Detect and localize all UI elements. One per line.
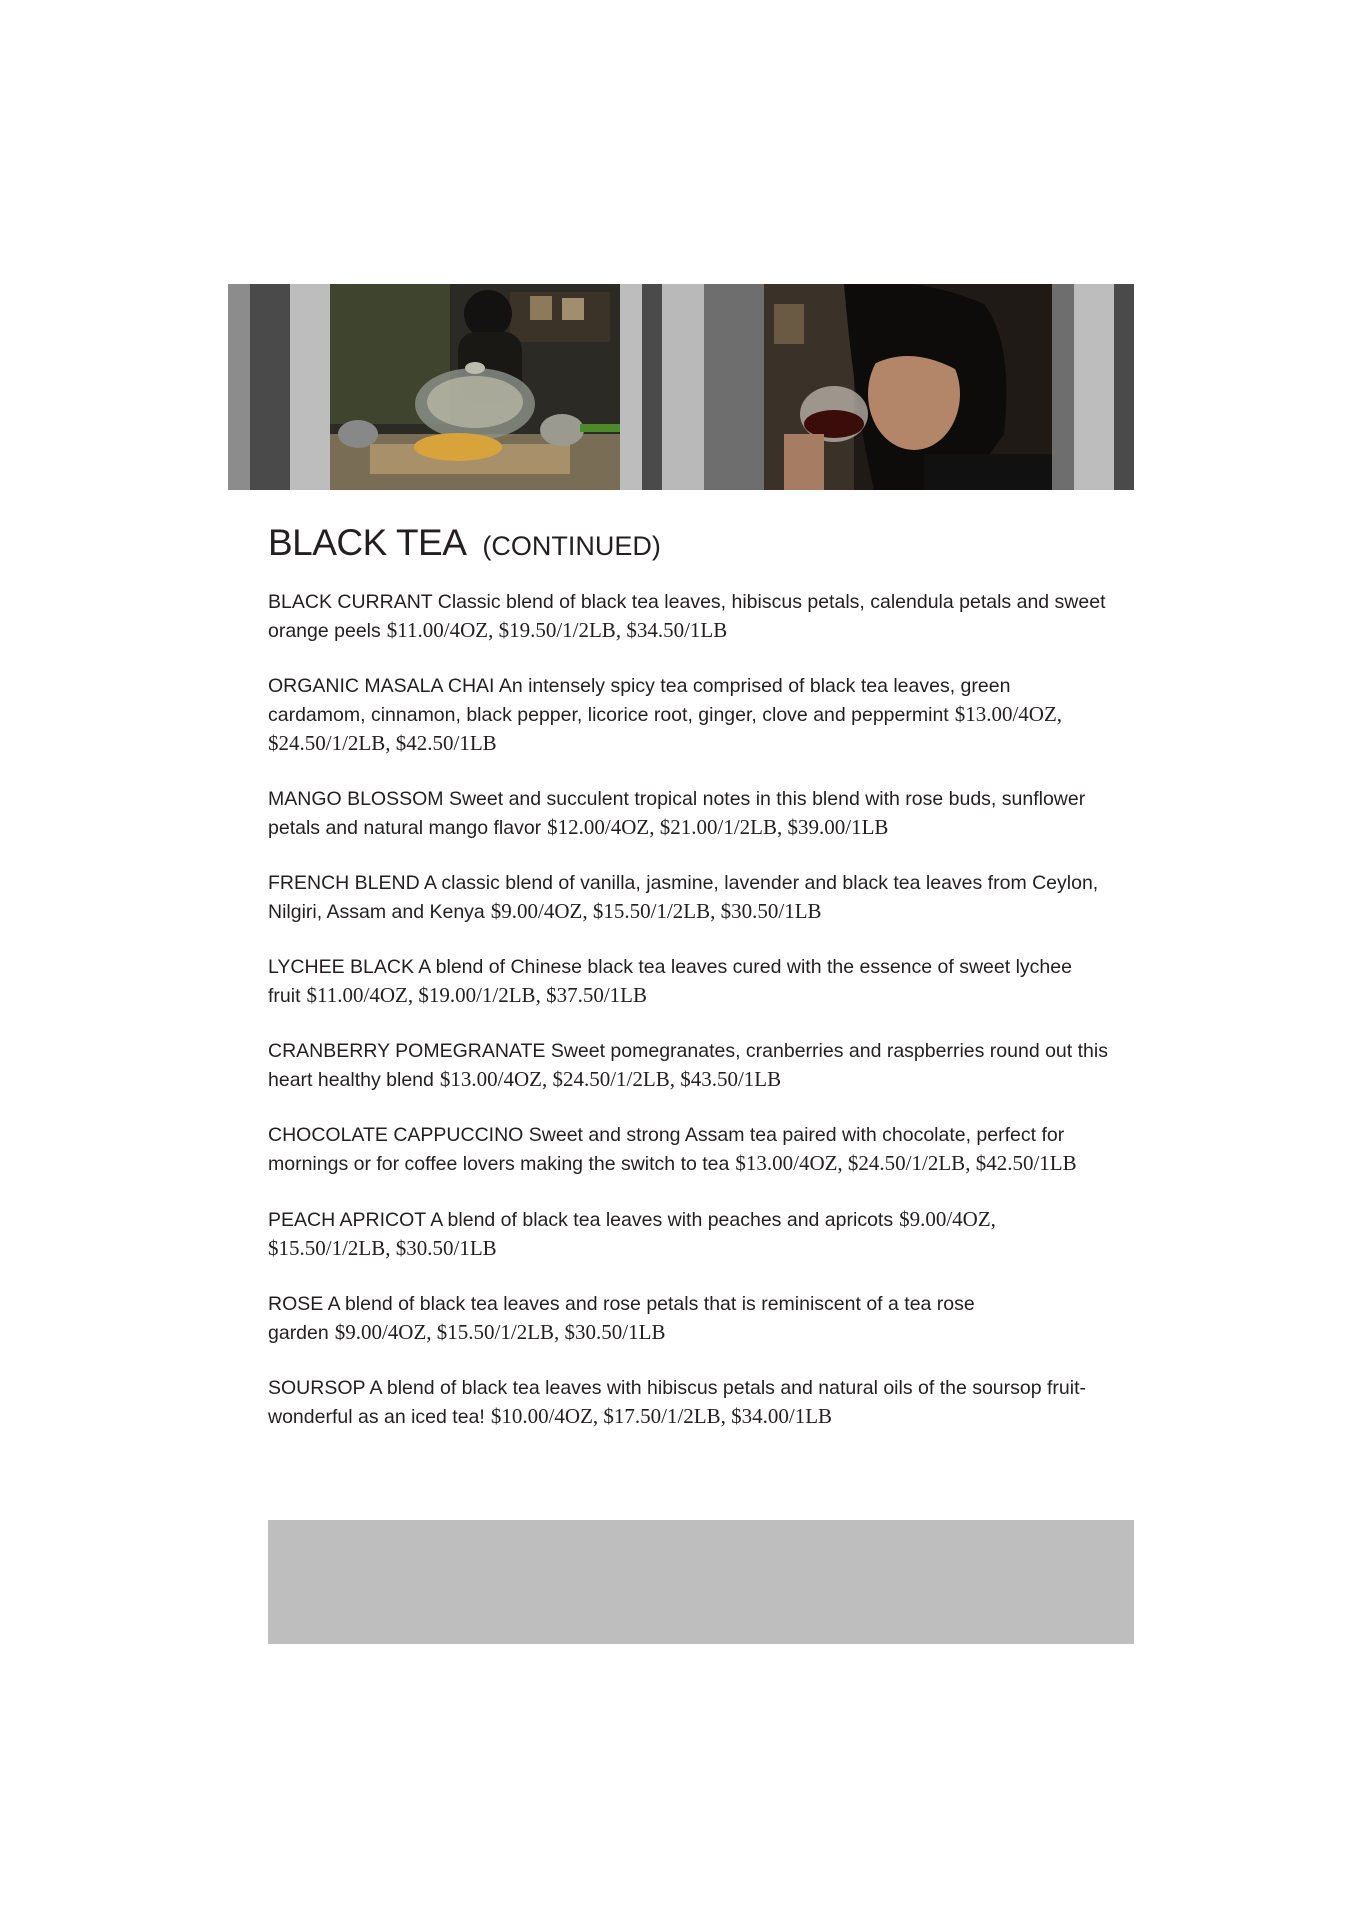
tea-name: CRANBERRY POMEGRANATE <box>268 1040 546 1062</box>
tea-entry <box>268 1205 1108 1263</box>
banner-stripe <box>642 284 662 490</box>
tea-price: $9.00/4OZ, $15.50/1/2LB, $30.50/1LB <box>268 1207 996 1260</box>
tea-price: $9.00/4OZ, $15.50/1/2LB, $30.50/1LB <box>334 1320 666 1344</box>
woman-drinking-tea-icon <box>764 284 1052 490</box>
banner-stripe <box>1074 284 1114 490</box>
tea-list <box>268 588 1108 1458</box>
teapot-table-icon <box>330 284 620 490</box>
tea-name: LYCHEE BLACK <box>268 956 414 978</box>
banner-stripe <box>1114 284 1134 490</box>
teapot-table-photo <box>330 284 620 490</box>
tea-price: $13.00/4OZ, $24.50/1/2LB, $42.50/1LB <box>268 702 1063 755</box>
tea-description: Sweet and strong Assam tea paired with chocolate, perfect for mornings or for coffee lovers making the switch to tea <box>268 1124 1065 1175</box>
tea-description: An intensely spicy tea comprised of black tea leaves, green cardamom, cinnamon, black pepper, licorice root, ginger, clove and peppermint <box>268 675 1011 726</box>
header-banner <box>228 284 1134 490</box>
tea-name: ROSE <box>268 1293 324 1315</box>
tea-name: FRENCH BLEND <box>268 872 420 894</box>
tea-price: $12.00/4OZ, $21.00/1/2LB, $39.00/1LB <box>547 815 889 839</box>
banner-stripe <box>228 284 250 490</box>
tea-name: PEACH APRICOT <box>268 1209 426 1231</box>
tea-price: $10.00/4OZ, $17.50/1/2LB, $34.00/1LB <box>490 1404 833 1428</box>
banner-stripe <box>290 284 330 490</box>
tea-price: $13.00/4OZ, $24.50/1/2LB, $42.50/1LB <box>735 1151 1077 1175</box>
tea-name: BLACK CURRANT <box>268 591 433 613</box>
banner-stripe <box>704 284 764 490</box>
tea-description: Sweet pomegranates, cranberries and raspberries round out this heart healthy blend <box>268 1040 1108 1091</box>
tea-price: $11.00/4OZ, $19.00/1/2LB, $37.50/1LB <box>306 983 647 1007</box>
tea-entry <box>268 869 1108 926</box>
banner-stripe <box>1052 284 1074 490</box>
footer-panel <box>268 1520 1134 1644</box>
tea-entry <box>268 1037 1108 1094</box>
title-main: BLACK TEA <box>268 522 467 563</box>
tea-entry <box>268 1121 1108 1178</box>
tea-name: CHOCOLATE CAPPUCCINO <box>268 1124 524 1146</box>
tea-entry <box>268 785 1108 842</box>
tea-description: A blend of black tea leaves with peaches and apricots <box>430 1209 894 1231</box>
tea-description: A blend of Chinese black tea leaves cured with the essence of sweet lychee fruit <box>268 956 1072 1007</box>
tea-description: Sweet and succulent tropical notes in this blend with rose buds, sunflower petals and natural mango flavor <box>268 788 1086 839</box>
banner-stripe <box>250 284 290 490</box>
tea-entry <box>268 953 1108 1010</box>
tea-description: A classic blend of vanilla, jasmine, lavender and black tea leaves from Ceylon, Nilgiri, Assam and Kenya <box>268 872 1099 923</box>
tea-description: A blend of black tea leaves and rose petals that is reminiscent of a tea rose garden <box>268 1293 975 1344</box>
tea-price: $11.00/4OZ, $19.50/1/2LB, $34.50/1LB <box>386 618 728 642</box>
tea-entry <box>268 1374 1108 1431</box>
tea-price: $9.00/4OZ, $15.50/1/2LB, $30.50/1LB <box>490 899 822 923</box>
tea-description: A blend of black tea leaves with hibiscus petals and natural oils of the soursop fruit- wonderful as an iced tea! <box>268 1377 1087 1428</box>
title-subtitle: (CONTINUED) <box>482 531 661 561</box>
tea-price: $13.00/4OZ, $24.50/1/2LB, $43.50/1LB <box>439 1067 782 1091</box>
tea-entry <box>268 672 1108 758</box>
tea-name: SOURSOP <box>268 1377 366 1399</box>
tea-entry <box>268 588 1108 645</box>
tea-name: ORGANIC MASALA CHAI <box>268 675 495 697</box>
tea-entry <box>268 1290 1108 1347</box>
woman-drinking-tea-photo <box>764 284 1052 490</box>
tea-description: Classic blend of black tea leaves, hibiscus petals, calendula petals and sweet orange peels <box>268 591 1106 642</box>
banner-stripe <box>620 284 642 490</box>
tea-name: MANGO BLOSSOM <box>268 788 444 810</box>
page-title <box>268 522 661 564</box>
banner-stripe <box>662 284 704 490</box>
